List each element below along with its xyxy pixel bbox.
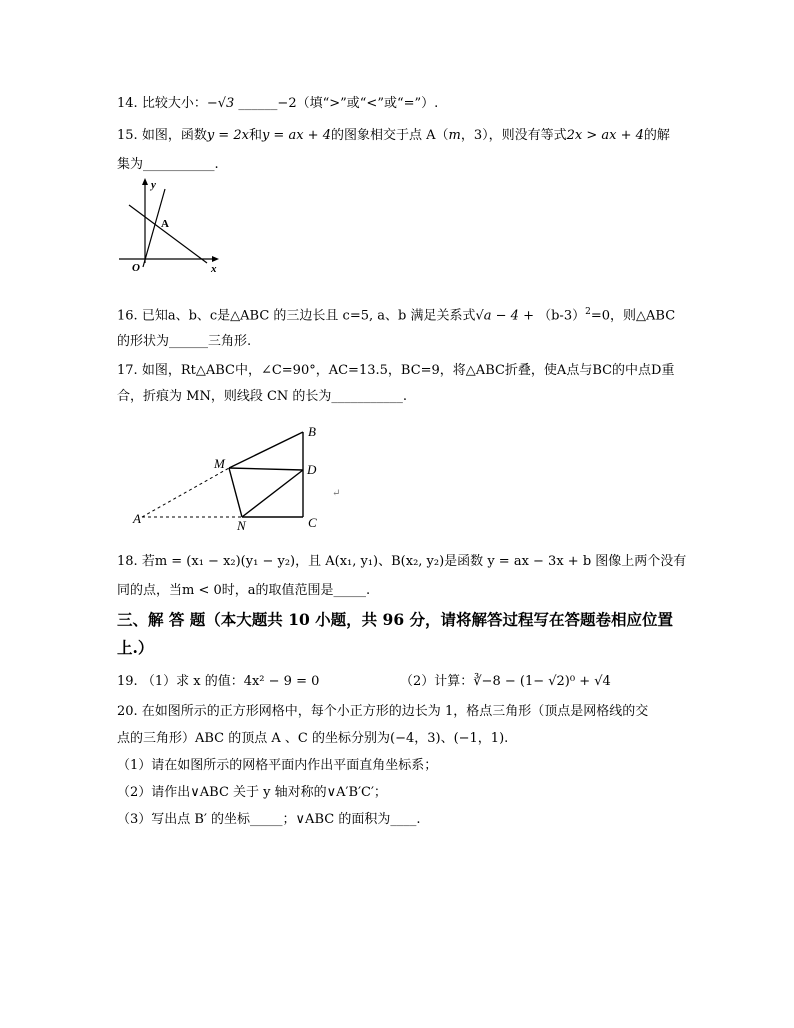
question-18-line2 xyxy=(117,582,370,600)
q18-text-line1: 若m = (x₁ − x₂)(y₁ − y₂)，且 A(x₁, y₁)、B(x₂, y₂)是函数 y = ax − 3x + b 图像上两个没有 xyxy=(141,554,687,569)
question-20-line1: 20. 在如图所示的正方形网格中，每个小正方形的边长为 1，格点三角形（顶点是网格线的交 xyxy=(117,704,649,719)
q15-y-arrow xyxy=(142,178,148,185)
q17-segment-nd xyxy=(242,470,303,517)
q16-text-line2a: 的形状为 xyxy=(117,334,170,349)
q17-segment-mb xyxy=(229,432,303,468)
q16-sqrt: √a − 4 xyxy=(475,308,519,324)
q20-p3-text-b: ；∨ABC 的面积为 xyxy=(282,812,391,827)
q20-p3-text-a: （3）写出点 B′ 的坐标 xyxy=(117,812,251,827)
question-20-part1: （1）请在如图所示的网格平面内作出平面直角坐标系； xyxy=(117,758,438,773)
q16-text-end: =0，则△ABC xyxy=(590,308,676,324)
q16-blank: ______ xyxy=(169,334,209,349)
q15-text-line2: 集为 xyxy=(117,157,144,172)
q16-superscript: 2 xyxy=(585,307,591,317)
section-3-heading-line1: 三、解 答 题（本大题共 10 小题，共 96 分，请将解答过程写在答题卷相应位置 xyxy=(117,610,674,629)
q15-text-c: ，3），则没有等式 xyxy=(460,128,567,143)
q19-part-2: （2）计算：∛−8 − (1− √2)⁰ + √4 xyxy=(400,674,611,689)
q15-label-y: y xyxy=(151,179,156,191)
q15-line-decreasing xyxy=(129,205,207,263)
q14-number: 14. xyxy=(117,96,142,111)
q15-label-a: A xyxy=(161,218,169,230)
q15-function-1: y = 2x xyxy=(206,128,249,143)
q15-function-2: y = ax + 4 xyxy=(261,128,331,143)
q14-blank: ______ xyxy=(238,96,278,111)
q14-expr2: −2 xyxy=(277,96,297,111)
q16-number: 16. xyxy=(117,308,142,324)
q15-number: 15. xyxy=(117,128,142,143)
q17-segment-mn xyxy=(229,468,242,517)
question-16-line1 xyxy=(117,303,675,325)
question-19-part2 xyxy=(400,673,611,691)
q16-text-a: 已知a、b、c是△ABC 的三边长且 c=5, a、b 满足关系式 xyxy=(141,308,476,324)
q15-label-o: O xyxy=(132,262,140,274)
question-17-line2 xyxy=(117,388,407,406)
q17-figure xyxy=(130,418,350,533)
q18-number: 18. xyxy=(117,554,142,569)
q17-dashed-am xyxy=(142,468,229,517)
q17-text-line1: 如图，Rt△ABC中，∠C=90°，AC=13.5，BC=9，将△ABC折叠，使A点与BC的中点D重 xyxy=(141,363,675,378)
q20-p3-period: . xyxy=(416,812,421,827)
q16-plus: + （b-3） xyxy=(518,308,586,324)
question-14 xyxy=(117,95,438,113)
q15-text-b: 的图象相交于点 A（ xyxy=(330,128,449,143)
q18-text-line2: 同的点，当m < 0时，a的取值范围是 xyxy=(117,583,334,598)
q17-segment-md xyxy=(229,468,303,470)
q15-period: . xyxy=(214,157,219,172)
section-3-heading-line2: 上.） xyxy=(117,638,154,657)
q15-text-d: 的解 xyxy=(643,128,670,143)
q17-blank: ___________ xyxy=(331,389,403,404)
q15-figure xyxy=(115,175,225,275)
q17-label-b: B xyxy=(308,424,316,439)
question-20-part2: （2）请作出∨ABC 关于 y 轴对称的∨A′B′C′； xyxy=(117,785,387,800)
q15-and: 和 xyxy=(248,128,262,143)
question-20-line2: 点的三角形）ABC 的顶点 A 、C 的坐标分别为(−4，3)、(−1，1). xyxy=(117,731,509,746)
question-20-part3 xyxy=(117,811,420,829)
q17-label-m: M xyxy=(214,456,225,471)
q17-text-line2: 合，折痕为 MN，则线段 CN 的长为 xyxy=(117,389,332,404)
q19-part-1: （1）求 x 的值：4x² − 9 = 0 xyxy=(141,674,320,689)
q17-label-a: A xyxy=(133,511,141,526)
q15-x-arrow xyxy=(212,256,219,262)
q15-label-x: x xyxy=(211,263,217,275)
q17-label-n: N xyxy=(237,518,246,533)
q15-text-a: 如图，函数 xyxy=(141,128,207,143)
q14-tail: （填“>”或“<”或“=”）. xyxy=(296,96,439,111)
q15-m: m xyxy=(448,128,461,143)
q14-stem: 比较大小： xyxy=(141,96,207,111)
q14-expr1: −√3 xyxy=(206,96,235,111)
q18-period: . xyxy=(366,583,371,598)
q15-inequality: 2x > ax + 4 xyxy=(566,128,644,143)
q17-number: 17. xyxy=(117,363,142,378)
question-18-line1 xyxy=(117,553,686,571)
q19-number: 19. xyxy=(117,674,138,689)
q15-blank: ___________ xyxy=(143,157,215,172)
question-19 xyxy=(117,673,319,691)
q20-p3-blank-1: _____ xyxy=(250,812,283,827)
q16-text-line2b: 三角形. xyxy=(208,334,252,349)
q18-blank: _____ xyxy=(333,583,367,598)
q17-label-c: C xyxy=(308,515,317,530)
q17-period: . xyxy=(402,389,408,404)
question-16-line2 xyxy=(117,333,251,351)
q17-return-mark: ↵ xyxy=(332,488,341,499)
q17-label-d: D xyxy=(307,462,317,477)
question-17-line1 xyxy=(117,362,674,380)
question-15-line1 xyxy=(117,127,670,145)
question-15-line2 xyxy=(117,156,219,174)
q20-p3-blank-2: ____ xyxy=(390,812,417,827)
